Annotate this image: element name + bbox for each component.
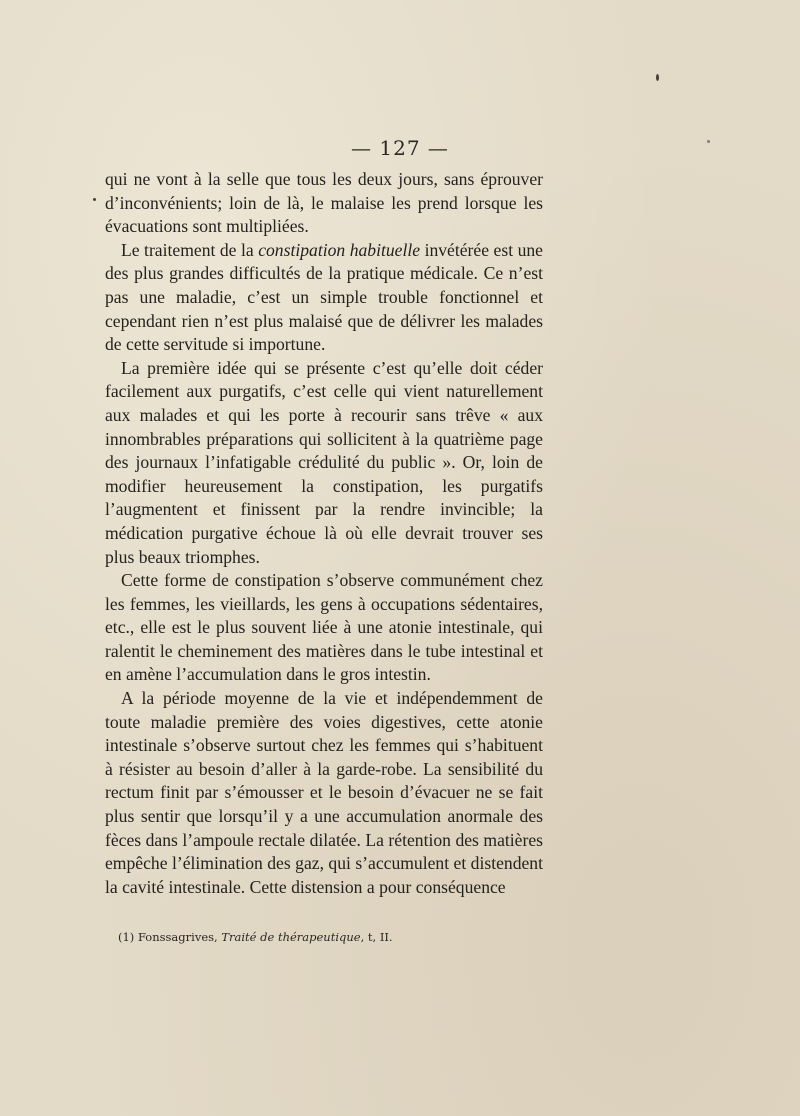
paragraph-2-after: invétérée est une des plus grandes difficultés de la pratique médicale. Ce n’est pas une maladie, c’est un simple trouble fonctionnel et cependant rien n’est plus malaisé que de délivrer les malades de cette servitude si importune.	[105, 239, 543, 355]
paragraph-2-before: Le traitement de la	[121, 239, 259, 260]
footnote-italic: Traité de thérapeutique	[221, 930, 361, 944]
paragraph-4: Cette forme de constipation s’observe communément chez les femmes, les vieillards, les gens à occupations sédentaires, etc., elle est le plus souvent liée à une atonie intestinale, qui ralentit le cheminement des matières dans le tube intestinal et en amène l’accumulation dans le gros intestin.	[105, 570, 543, 685]
paragraph-3: La première idée qui se présente c’est qu’elle doit céder facilement aux purgatifs, c’est celle qui vient naturellement aux malades et qui les porte à recourir sans trêve « aux innombrables préparations qui sollicitent à la quatrième page des journaux l’infatigable crédulité du public ». Or, loin de modifier heureusement la constipation, les purgatifs l’augmentent et finissent par la rendre invincible; la médication purgative échoue là où elle devrait trouver ses plus beaux triomphes.	[105, 357, 543, 567]
paper-speck	[656, 74, 659, 81]
footnote	[118, 930, 538, 944]
footnote-after: , t, II.	[360, 930, 393, 944]
paragraph-2-italic: constipation habituelle	[258, 239, 421, 260]
paper-speck	[707, 140, 710, 143]
paragraph-1: qui ne vont à la selle que tous les deux jours, sans éprouver d’inconvénients; loin de là, le malaise les prend lorsque les évacuations sont multipliées.	[105, 169, 543, 237]
paper-speck	[93, 198, 96, 201]
page-number: — 127 —	[351, 136, 449, 160]
footnote-before: (1) Fonssagrives,	[118, 930, 222, 944]
body-text	[105, 168, 543, 899]
paragraph-5: A la période moyenne de la vie et indépendemment de toute maladie première des voies digestives, cette atonie intestinale s’observe surtout chez les femmes qui s’habituent à résister au besoin d’aller à la garde-robe. La sensibilité du rectum finit par s’émousser et le besoin d’évacuer ne se fait plus sentir que lorsqu’il y a une accumulation anormale des fèces dans l’ampoule rectale dilatée. La rétention des matières empêche l’élimination des gaz, qui s’accumulent et distendent la cavité intestinale. Cette distension a pour conséquence	[105, 688, 543, 897]
paragraph-2	[105, 239, 543, 357]
